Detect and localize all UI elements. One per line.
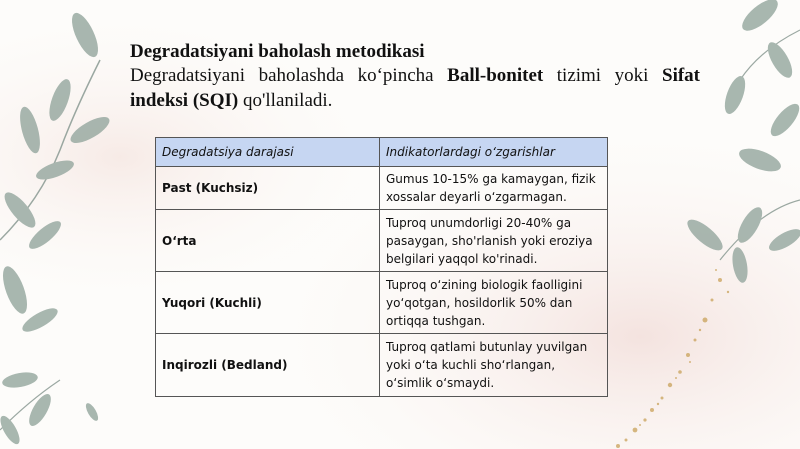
change-cell: Tuproq o‘zining biologik faolligini yo‘qotgan, hosildorlik 50% dan ortiqqa tushgan.: [380, 272, 608, 334]
level-cell: O‘rta: [156, 210, 380, 272]
change-cell: Tuproq unumdorligi 20-40% ga pasaygan, sho'rlanish yoki eroziya belgilari yaqqol ko'rinadi.: [380, 210, 608, 272]
level-cell: Inqirozli (Bedland): [156, 334, 380, 397]
table-header-row: [156, 138, 608, 167]
table-row: [156, 272, 608, 334]
change-cell: Tuproq qatlami butunlay yuvilgan yoki o‘ta kuchli sho‘rlangan, o‘simlik o‘smaydi.: [380, 334, 608, 397]
level-cell: Past (Kuchsiz): [156, 167, 380, 210]
level-cell: Yuqori (Kuchli): [156, 272, 380, 334]
table-row: [156, 210, 608, 272]
text-block: [130, 40, 700, 113]
intro-paragraph: [130, 63, 700, 113]
degradation-table: [155, 137, 608, 397]
intro-bold-2: Sifat indeksi (SQI): [130, 65, 700, 111]
intro-text-2: tizimi yoki: [543, 65, 662, 86]
column-header-change: Indikatorlardagi o‘zgarishlar: [380, 138, 608, 167]
intro-text-1: Degradatsiyani baholashda ko‘pincha: [130, 65, 448, 86]
intro-text-3: qo'llaniladi.: [238, 90, 333, 111]
intro-bold-1: Ball-bonitet: [447, 65, 544, 86]
change-cell: Gumus 10-15% ga kamaygan, fizik xossalar deyarli o‘zgarmagan.: [380, 167, 608, 210]
column-header-level: Degradatsiya darajasi: [156, 138, 380, 167]
table-row: [156, 334, 608, 397]
slide-heading: Degradatsiyani baholash metodikasi: [130, 41, 425, 62]
table-row: [156, 167, 608, 210]
